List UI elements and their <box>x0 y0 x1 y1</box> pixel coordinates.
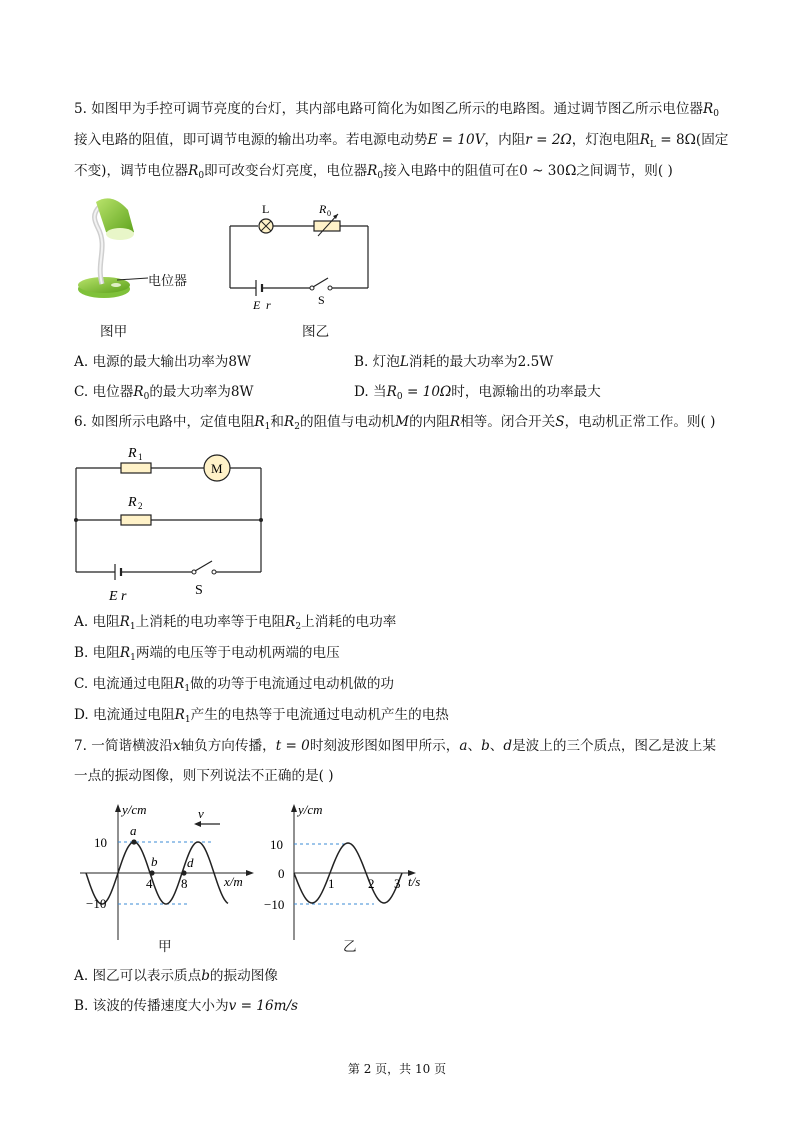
y-axis-label: y/cm <box>298 802 323 817</box>
switch-label: S <box>318 293 325 307</box>
point-b <box>149 870 154 875</box>
y-tick-0: 0 <box>278 866 285 881</box>
motor-label: M <box>211 461 223 476</box>
y-tick-10: 10 <box>270 837 283 852</box>
q5-option-a: A. 电源的最大输出功率为8W <box>74 354 252 370</box>
q6-stem: 6. 如图所示电路中，定值电阻$R_1$和$R_2$的阻值与电动机M的内阻R相等。闭合开关S，电动机正常工作。则( ) <box>74 414 716 432</box>
q5-line-3: 不变)，调节电位器$R_0$即可改变台灯亮度，电位器$R_0$接入电路中的阻值可在0 ~ 30Ω之间调节，则( ) <box>74 163 673 181</box>
switch-label: S <box>195 583 203 598</box>
q7-line-1: 7. 一简谐横波沿x轴负方向传播，t = 0时刻波形图如图甲所示，a、b、d是波上的三个质点，图乙是波上某 <box>74 738 716 754</box>
x-axis-label: x/m <box>224 874 243 889</box>
vibration-graph-yi <box>262 800 437 945</box>
wave-graph-jia <box>78 800 268 945</box>
point-a <box>131 839 136 844</box>
y-tick-10: 10 <box>94 835 107 850</box>
q5-option-d: D. 当$R_0 = 10\Omega$时，电源输出的功率最大 <box>354 384 601 402</box>
r2-label: R <box>128 495 137 510</box>
r2-label-sub: 2 <box>138 501 143 511</box>
lamp-label: L <box>262 202 270 216</box>
q7-option-b: B. 该波的传播速度大小为v = 16m/s <box>74 998 299 1014</box>
q6-option-d: D. 电流通过电阻$R_1$产生的电热等于电流通过电动机产生的电热 <box>74 707 449 725</box>
emf-label: E <box>253 298 261 311</box>
t-tick-2: 2 <box>368 876 375 891</box>
q6-option-b: B. 电阻$R_1$两端的电压等于电动机两端的电压 <box>74 645 340 663</box>
graph-jia-caption: 甲 <box>158 939 172 955</box>
q7-line-2: 一点的振动图像，则下列说法不正确的是( ) <box>74 768 334 784</box>
q6-option-a: A. 电阻$R_1$上消耗的电功率等于电阻$R_2$上消耗的电功率 <box>74 614 397 632</box>
page-footer: 第 2 页，共 10 页 <box>347 1062 447 1076</box>
circuit-lamp-potentiometer <box>220 196 380 311</box>
point-d <box>181 870 186 875</box>
q5-line-2: 接入电路的阻值，即可调节电源的输出功率。若电源电动势E = 10V，内阻r = 2Ω，灯泡电阻$R_L = 8\Omega$(固定 <box>74 132 729 150</box>
y-tick-neg10: −10 <box>86 896 107 911</box>
t-axis-label: t/s <box>408 874 421 889</box>
pot-label: R <box>319 202 327 216</box>
r1-label-sub: 1 <box>138 452 143 462</box>
y-tick-neg10: −10 <box>264 897 285 912</box>
internal-res-label: r <box>266 298 271 311</box>
circuit-motor <box>66 440 276 605</box>
figure-jia-caption: 图甲 <box>100 324 128 340</box>
v-label: v <box>198 806 204 821</box>
q7-option-a: A. 图乙可以表示质点b的振动图像 <box>74 968 278 984</box>
graph-yi-caption: 乙 <box>343 939 357 955</box>
y-axis-label: y/cm <box>122 802 147 817</box>
pot-label-sub: 0 <box>327 209 331 218</box>
label-d: d <box>187 855 194 870</box>
x-tick-8: 8 <box>181 876 188 891</box>
q6-option-c: C. 电流通过电阻$R_1$做的功等于电流通过电动机做的功 <box>74 676 395 694</box>
q5-option-c: C. 电位器$R_0$的最大功率为8W <box>74 384 254 402</box>
t-tick-1: 1 <box>328 876 335 891</box>
x-tick-4: 4 <box>146 876 153 891</box>
desk-lamp-figure <box>72 192 202 307</box>
q5-option-b: B. 灯泡L消耗的最大功率为2.5W <box>354 354 554 370</box>
r1-label: R <box>128 446 137 461</box>
label-a: a <box>130 823 137 838</box>
label-b: b <box>151 854 158 869</box>
potentiometer-label: 电位器 <box>148 274 188 289</box>
q5-line-1: 5. 如图甲为手控可调节亮度的台灯，其内部电路可简化为如图乙所示的电路图。通过调节图乙所示电位器$R_0$ <box>74 101 719 119</box>
emf-label: E r <box>109 589 127 604</box>
t-tick-3: 3 <box>394 876 401 891</box>
figure-yi-caption: 图乙 <box>302 324 330 340</box>
